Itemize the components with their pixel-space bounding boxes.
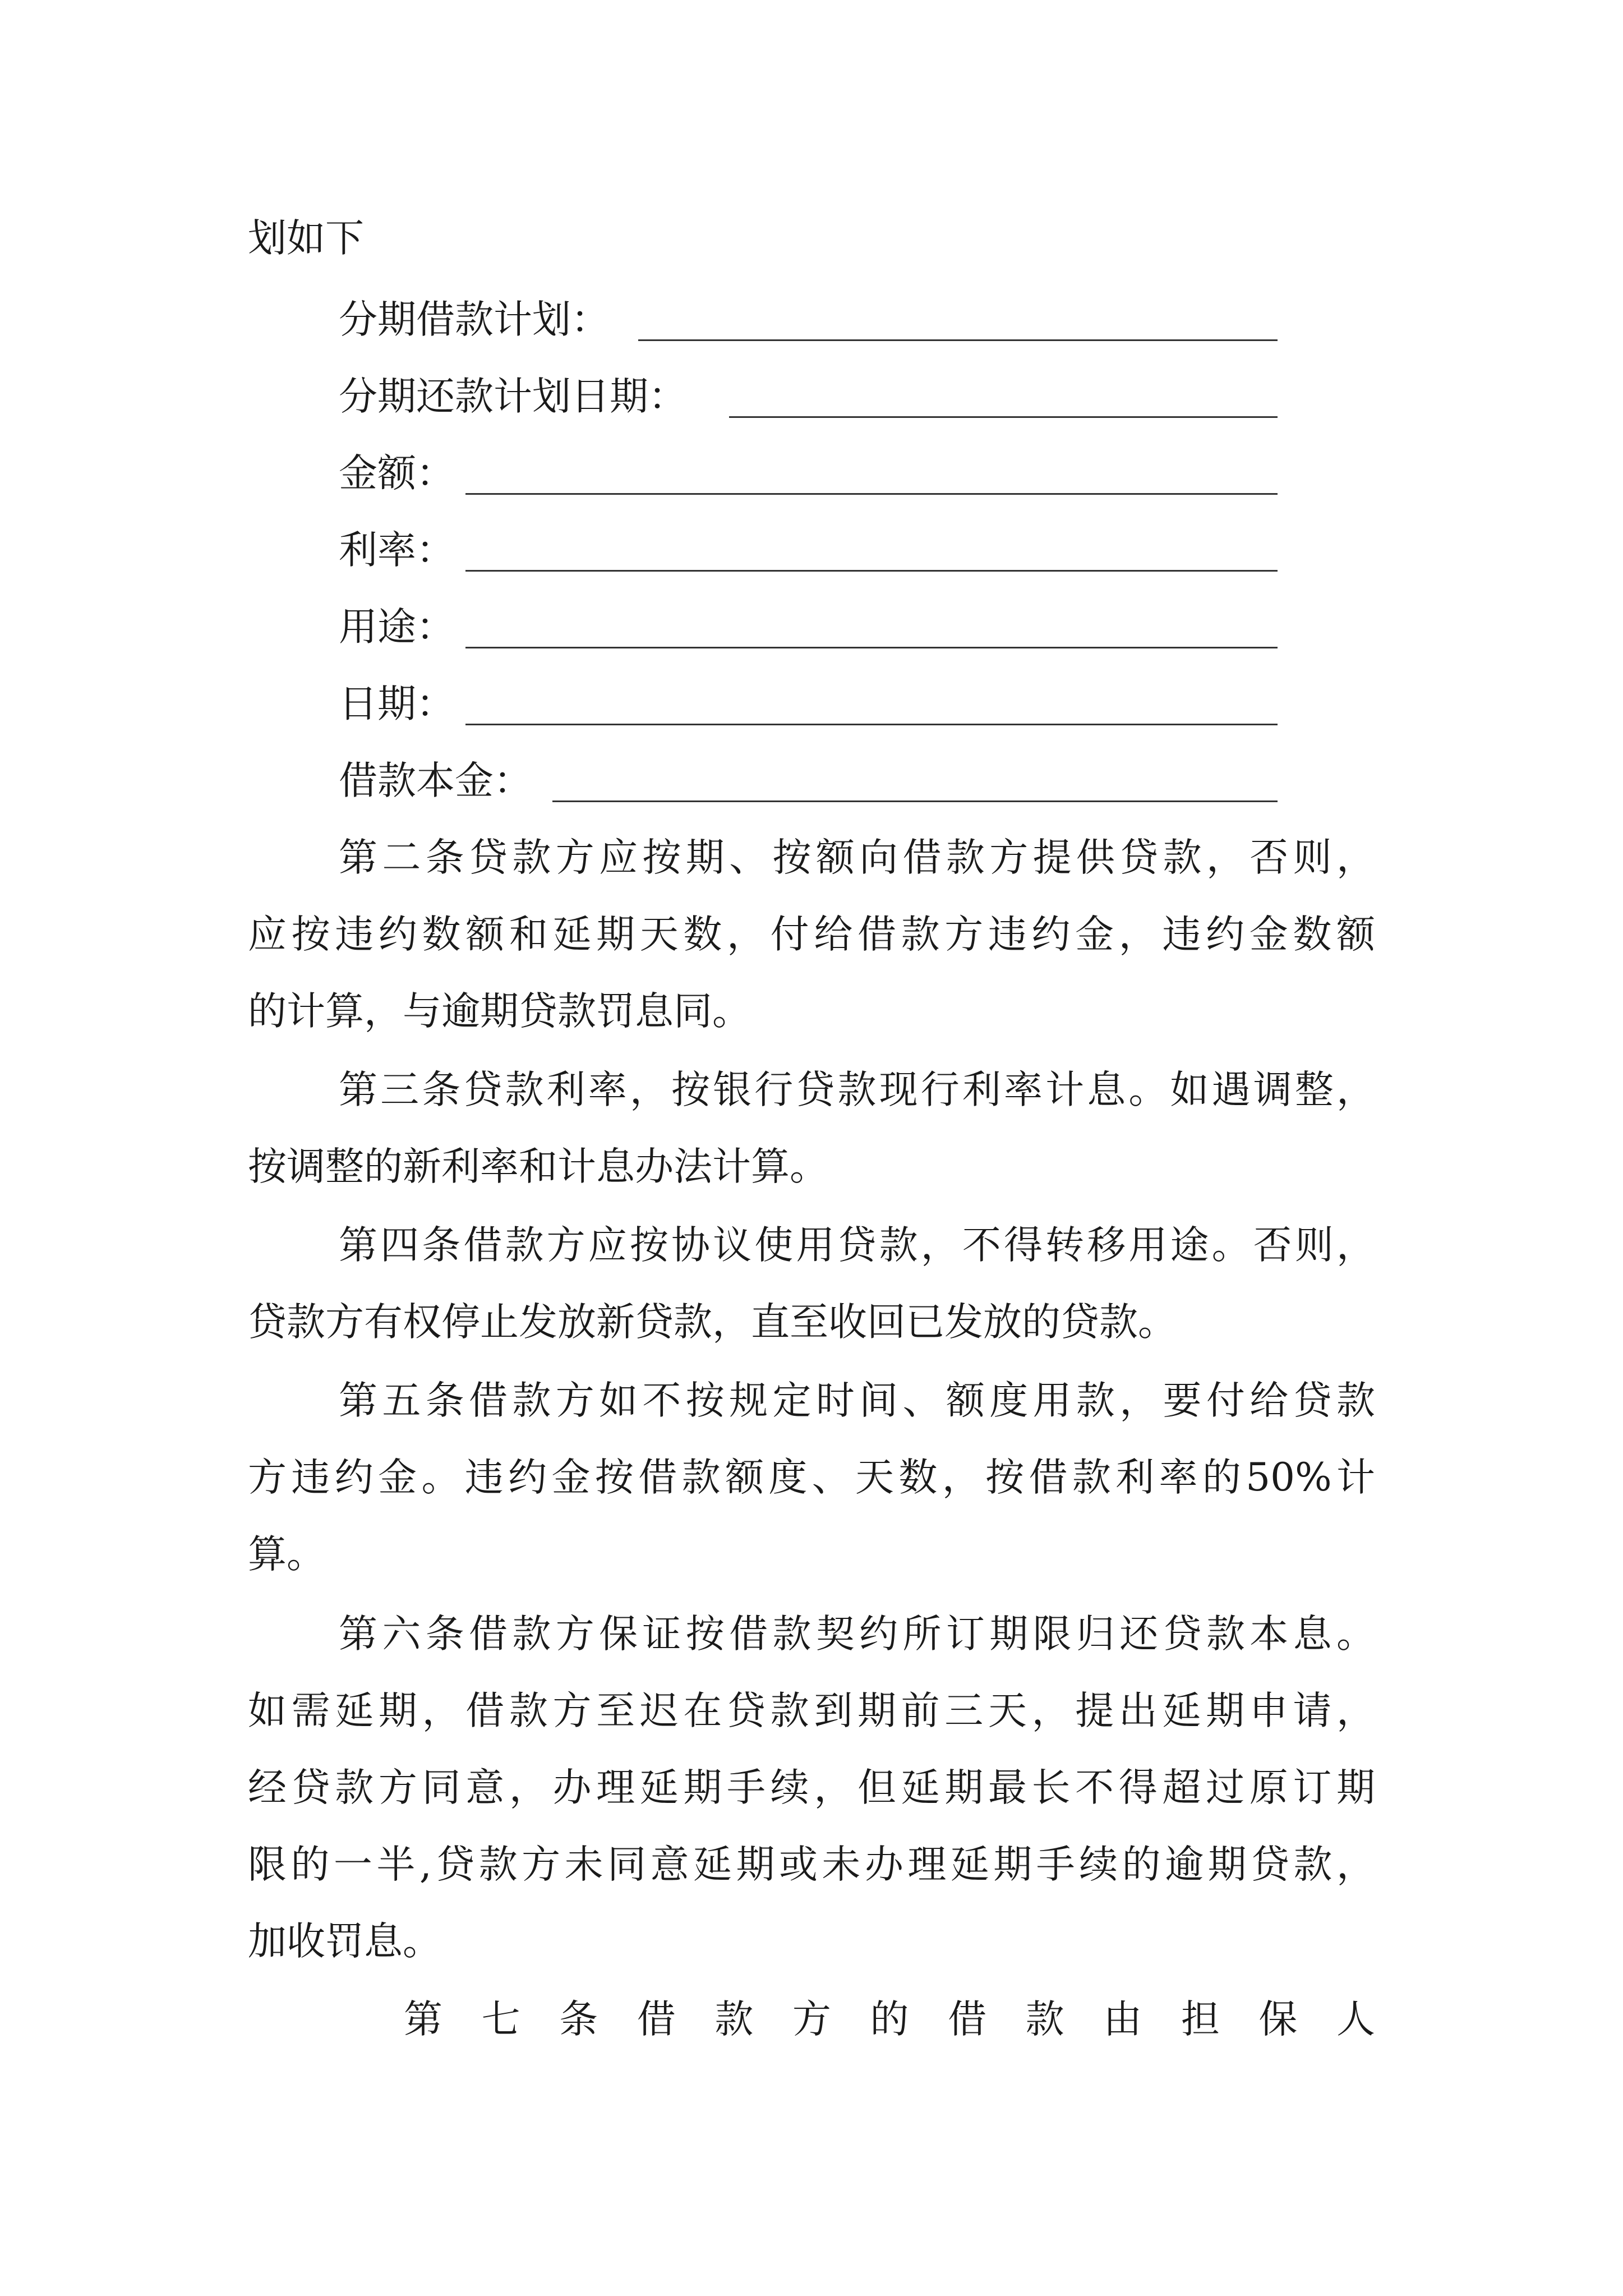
interest-rate-blank[interactable] <box>465 570 1278 572</box>
field-label-date: 日期： <box>339 682 455 726</box>
article3-line1: 第三条贷款利率，按银行贷款现行利率计息。如遇调整， <box>339 1068 1375 1112</box>
installment-plan-blank[interactable] <box>638 339 1278 341</box>
article5-line2: 方违约金。违约金按借款额度、天数，按借款利率的50%计 <box>248 1455 1375 1500</box>
repayment-date-blank[interactable] <box>729 416 1278 418</box>
purpose-blank[interactable] <box>465 647 1278 648</box>
article2-line3: 的计算，与逾期贷款罚息同。 <box>248 989 751 1034</box>
intro-text: 划如下 <box>248 216 364 261</box>
amount-blank[interactable] <box>465 493 1278 495</box>
article6-line5: 加收罚息。 <box>248 1919 441 1964</box>
article7-line1: 第 七 条 借 款 方 的 借 款 由 担 保 人 <box>404 1997 1375 2042</box>
field-label-principal: 借款本金： <box>339 758 532 803</box>
principal-blank[interactable] <box>552 800 1278 802</box>
field-label-purpose: 用途： <box>339 605 455 650</box>
article6-line4: 限的一半,贷款方未同意延期或未办理延期手续的逾期贷款， <box>248 1842 1375 1887</box>
article2-line2: 应按违约数额和延期天数，付给借款方违约金，违约金数额 <box>248 912 1375 957</box>
date-blank[interactable] <box>465 724 1278 725</box>
article6-line1: 第六条借款方保证按借款契约所订期限归还贷款本息。 <box>339 1612 1375 1657</box>
article3-line2: 按调整的新利率和计息办法计算。 <box>248 1144 828 1189</box>
article2-line1: 第二条贷款方应按期、按额向借款方提供贷款，否则， <box>339 835 1375 880</box>
article4-line2: 贷款方有权停止发放新贷款，直至收回已发放的贷款。 <box>248 1300 1177 1345</box>
field-label-amount: 金额： <box>339 451 455 496</box>
article5-line3: 算。 <box>248 1532 325 1577</box>
article5-line1: 第五条借款方如不按规定时间、额度用款，要付给贷款 <box>339 1378 1375 1423</box>
article6-line3: 经贷款方同意，办理延期手续，但延期最长不得超过原订期 <box>248 1765 1375 1810</box>
field-label-installment-plan: 分期借款计划： <box>339 297 610 342</box>
field-label-repayment-date: 分期还款计划日期： <box>339 374 687 419</box>
article4-line1: 第四条借款方应按协议使用贷款，不得转移用途。否则， <box>339 1223 1375 1268</box>
field-label-interest-rate: 利率： <box>339 528 455 573</box>
article6-line2: 如需延期，借款方至迟在贷款到期前三天，提出延期申请， <box>248 1688 1375 1733</box>
